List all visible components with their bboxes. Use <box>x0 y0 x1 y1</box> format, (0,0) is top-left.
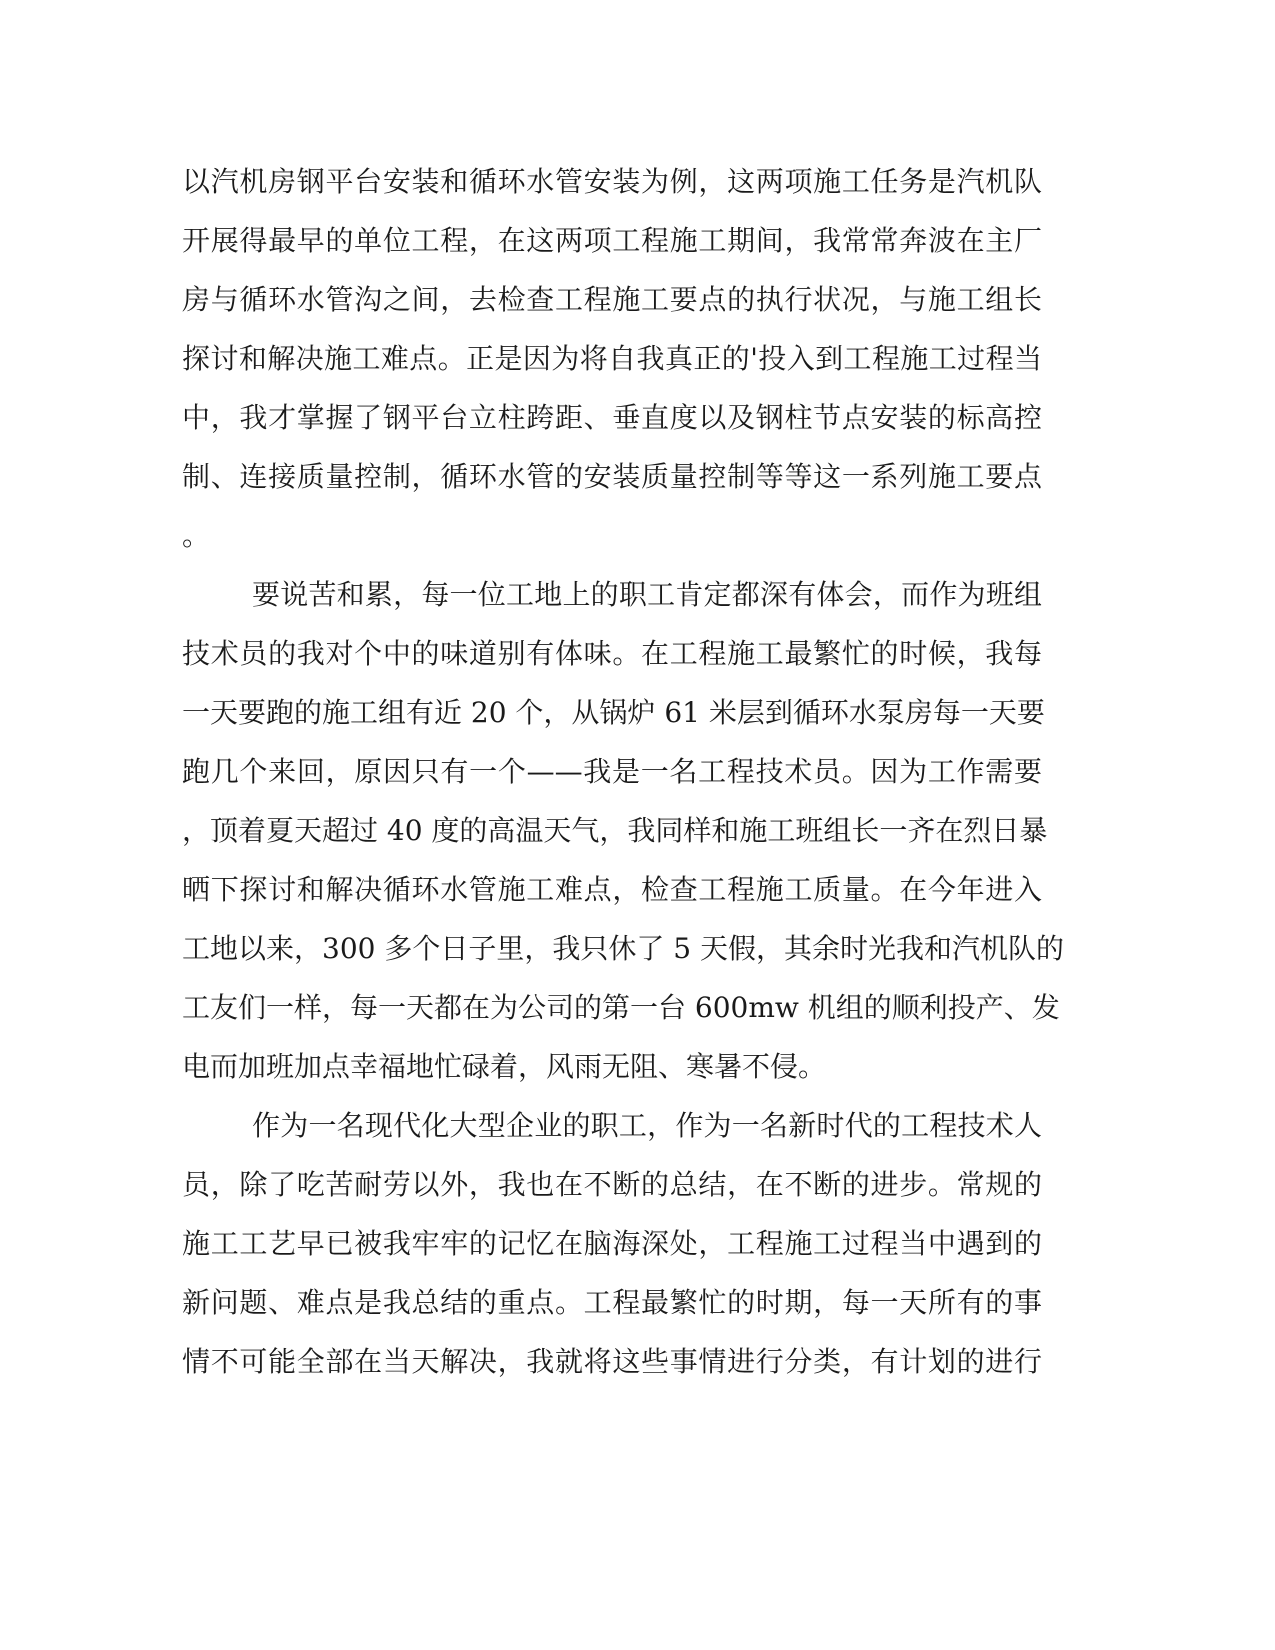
paragraph-line: 晒下探讨和解决循环水管施工难点，检查工程施工质量。在今年进入 <box>182 873 1042 906</box>
paragraph-line: 电而加班加点幸福地忙碌着，风雨无阻、寒暑不侵。 <box>182 1050 827 1083</box>
paragraph-line: 制、连接质量控制，循环水管的安装质量控制等等这一系列施工要点 <box>182 460 1042 493</box>
paragraph-line: 情不可能全部在当天解决，我就将这些事情进行分类，有计划的进行 <box>182 1345 1042 1378</box>
paragraph-line: 工友们一样，每一天都在为公司的第一台 600mw 机组的顺利投产、发 <box>182 991 1060 1024</box>
paragraph-line: 工地以来，300 多个日子里，我只休了 5 天假，其余时光我和汽机队的 <box>182 932 1064 965</box>
paragraph-line: 员，除了吃苦耐劳以外，我也在不断的总结，在不断的进步。常规的 <box>182 1168 1042 1201</box>
paragraph-line: 。 <box>182 519 211 552</box>
paragraph-line: 跑几个来回，原因只有一个——我是一名工程技术员。因为工作需要 <box>182 755 1042 788</box>
paragraph-line: 中，我才掌握了钢平台立柱跨距、垂直度以及钢柱节点安装的标高控 <box>182 401 1042 434</box>
paragraph-line: 探讨和解决施工难点。正是因为将自我真正的'投入到工程施工过程当 <box>182 342 1042 375</box>
paragraph-line: 施工工艺早已被我牢牢的记忆在脑海深处，工程施工过程当中遇到的 <box>182 1227 1042 1260</box>
paragraph-line: 作为一名现代化大型企业的职工，作为一名新时代的工程技术人 <box>252 1109 1042 1142</box>
paragraph-line: 新问题、难点是我总结的重点。工程最繁忙的时期，每一天所有的事 <box>182 1286 1042 1319</box>
paragraph-line: 开展得最早的单位工程，在这两项工程施工期间，我常常奔波在主厂 <box>182 224 1042 257</box>
paragraph-line: ，顶着夏天超过 40 度的高温天气，我同样和施工班组长一齐在烈日暴 <box>182 814 1048 847</box>
paragraph-line: 要说苦和累，每一位工地上的职工肯定都深有体会，而作为班组 <box>252 578 1042 611</box>
paragraph-line: 一天要跑的施工组有近 20 个，从锅炉 61 米层到循环水泵房每一天要 <box>182 696 1045 729</box>
paragraph-line: 房与循环水管沟之间，去检查工程施工要点的执行状况，与施工组长 <box>182 283 1042 316</box>
paragraph-line: 以汽机房钢平台安装和循环水管安装为例，这两项施工任务是汽机队 <box>182 165 1042 198</box>
paragraph-line: 技术员的我对个中的味道别有体味。在工程施工最繁忙的时候，我每 <box>182 637 1042 670</box>
